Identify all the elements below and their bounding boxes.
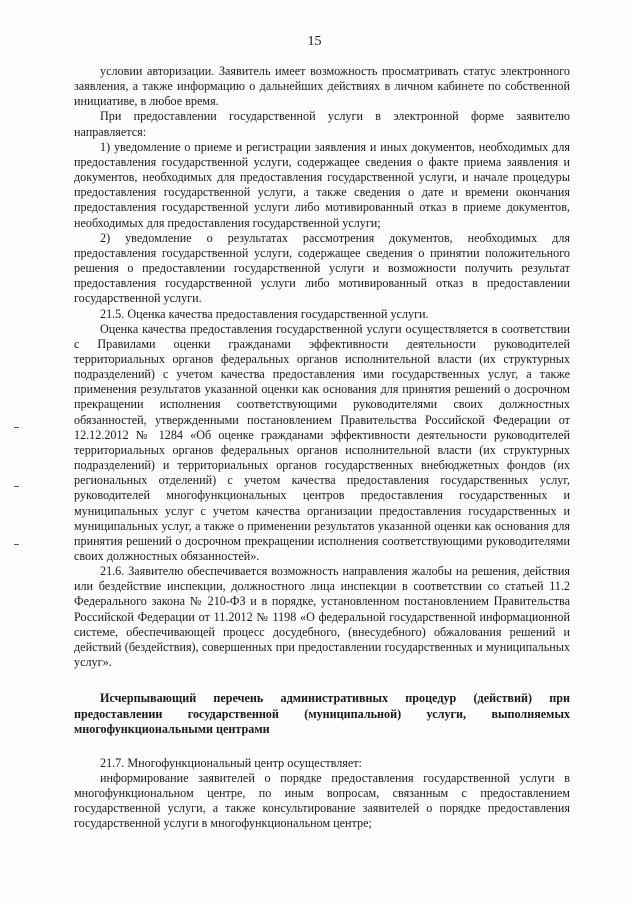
margin-mark: [14, 544, 19, 545]
section-heading: Исчерпывающий перечень административных процедур (действий) при предоставлении государственной (муниципальной) услуги, выполняемых многофункциональными центрами: [74, 691, 570, 737]
paragraph-21-7: 21.7. Многофункциональный центр осуществляет:: [100, 755, 362, 770]
page-number: 15: [307, 34, 322, 49]
paragraph-21-6: 21.6. Заявителю обеспечивается возможность направления жалобы на решения, действия или бездействие инспекции, должностного лица инспекции в соответствии со статьей 11.2 Федерального закона № 210-ФЗ и в порядке, установленном постановлением Правительства Российской Федерации от 11.2012 № 1198 «О федеральной государственной информационной системе, обеспечивающей процесс досудебного, (внесудебного) обжалования решений и действий (бездействия), совершенных при предоставлении государственных и муниципальных услуг».: [74, 564, 570, 670]
paragraph-notification-receipt: 1) уведомление о приеме и регистрации заявления и иных документов, необходимых для предоставления государственной услуги, содержащее сведения о факте приема заявления и документов, необходимых для предоставления государственной услуги, и начале процедуры предоставления государственной услуги, а также сведения о дате и времени окончания предоставления государственной услуги либо мотивированный отказ в приеме документов, необходимых для предоставления государственной услуги;: [74, 139, 570, 230]
margin-mark: [14, 486, 19, 487]
document-body: [74, 64, 570, 832]
paragraph-electronic-form: При предоставлении государственной услуги в электронной форме заявителю направляется:: [74, 109, 570, 139]
paragraph-informing: информирование заявителей о порядке предоставления государственной услуги в многофункциональном центре, по иным вопросам, связанным с предоставлением государственной услуги, а также консультирование заявителей о порядке предоставления государственной услуги в многофункциональном центре;: [74, 770, 570, 831]
paragraph-authorization: условии авторизации. Заявитель имеет возможность просматривать статус электронного заявления, а также информацию о дальнейших действиях в личном кабинете по собственной инициативе, в любое время.: [74, 64, 570, 109]
paragraph-notification-results: 2) уведомление о результатах рассмотрения документов, необходимых для предоставления государственной услуги, содержащее сведения о принятии положительного решения о предоставлении государственной услуги и возможности получить результат предоставления государственной услуги либо мотивированный отказ в предоставлении государственной услуги.: [74, 230, 570, 306]
paragraph-21-5: 21.5. Оценка качества предоставления государственной услуги.: [100, 306, 429, 321]
margin-mark: [14, 427, 19, 428]
paragraph-quality-assessment: Оценка качества предоставления государственной услуги осуществляется в соответствии с Правилами оценки гражданами эффективности деятельности руководителей территориальных органов федеральных органов исполнительной власти (их структурных подразделений) с учетом качества предоставления ими государственных услуг, а также применения результатов указанной оценки как основания для принятия решений о досрочном прекращении исполнения соответствующими руководителями своих должностных обязанностей, утвержденными постановлением Правительства Российской Федерации от 12.12.2012 № 1284 «Об оценке гражданами эффективности деятельности руководителей территориальных органов федеральных органов исполнительной власти (их структурных подразделений) и территориальных органов государственных внебюджетных фондов (их региональных отделений) с учетом качества предоставления государственных услуг, руководителей многофункциональных центров предоставления государственных и муниципальных услуг с учетом качества организации предоставления государственных и муниципальных услуг, а также о применении результатов указанной оценки как основания для принятия решений о досрочном прекращении исполнения соответствующими руководителями своих должностных обязанностей».: [74, 321, 570, 563]
